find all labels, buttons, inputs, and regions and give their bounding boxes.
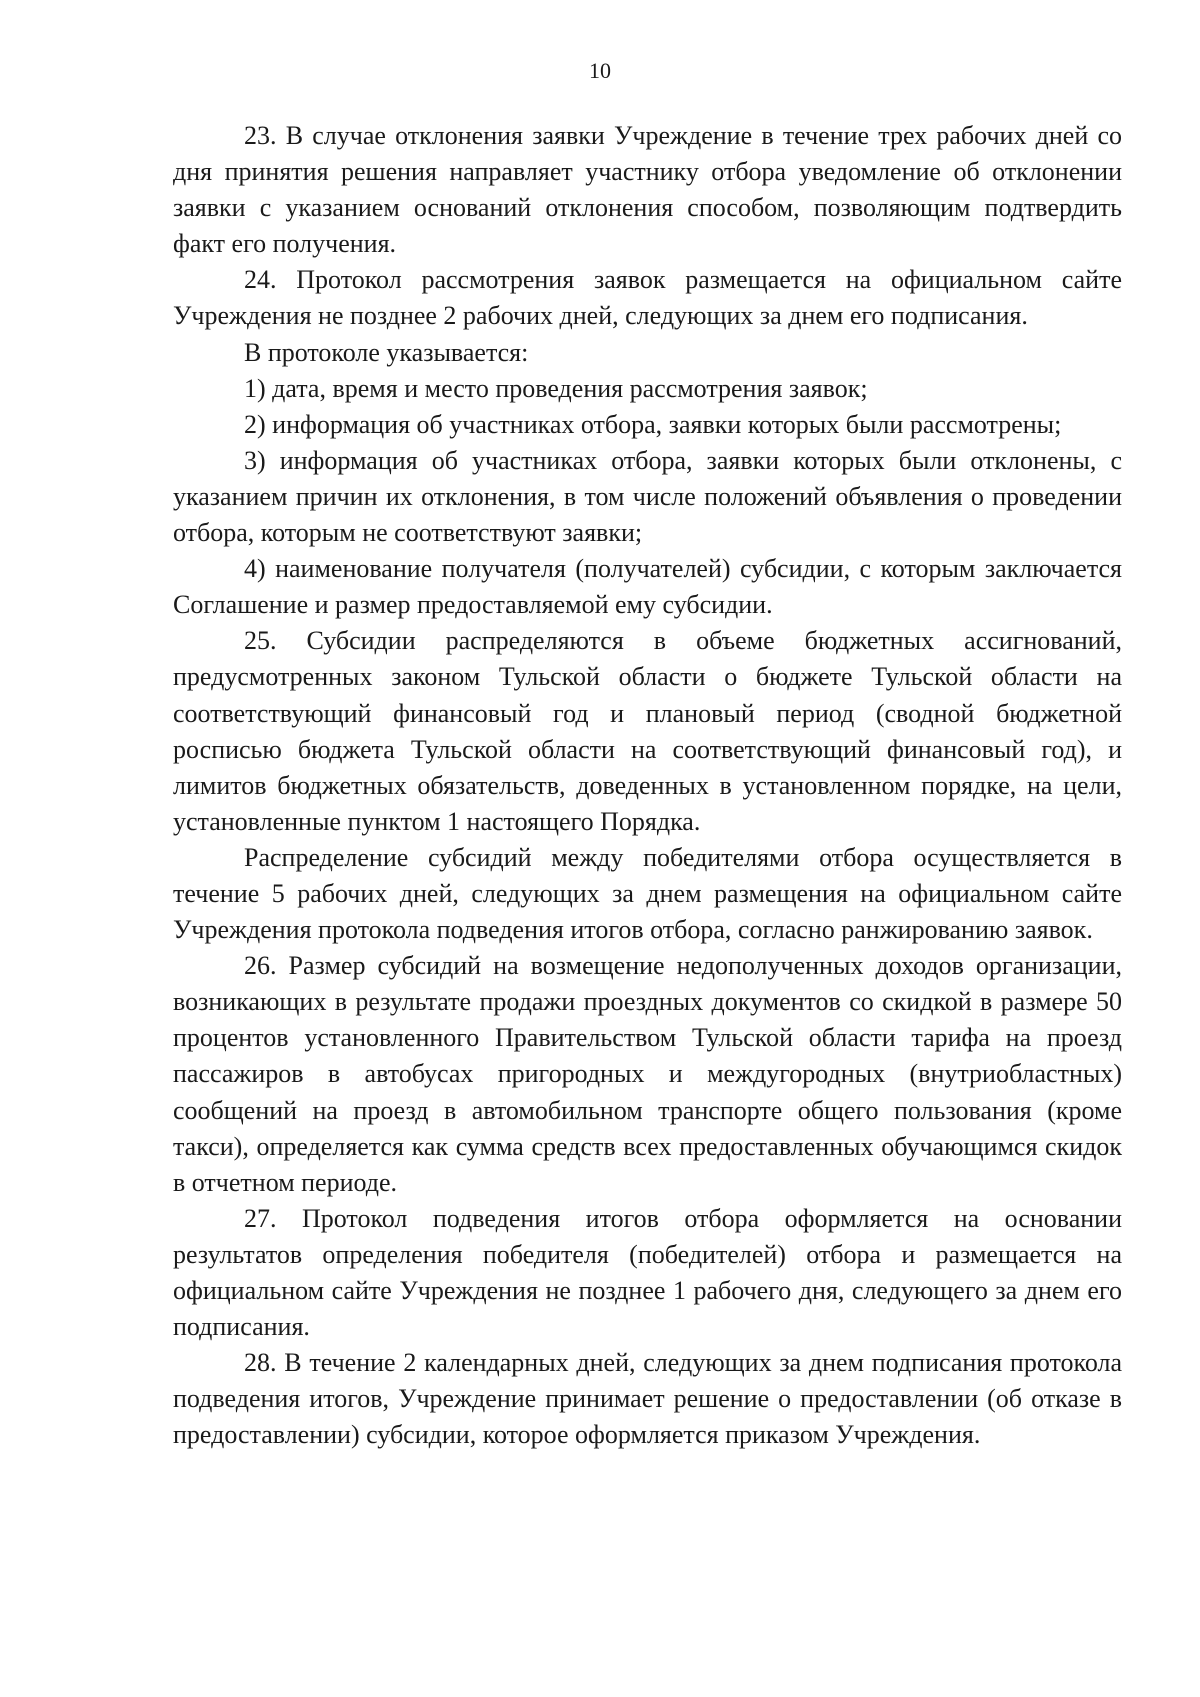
page-number: 10 (589, 58, 611, 83)
list-item-1: 1) дата, время и место проведения рассмотрения заявок; (244, 373, 868, 403)
paragraph-protocol-contents-intro: В протоколе указывается: (244, 337, 529, 367)
list-item-4: 4) наименование получателя (получателей) субсидии, с которым заключается Соглашение и размер предоставляемой ему субсидии. (173, 554, 1122, 620)
paragraph-item-26: 26. Размер субсидий на возмещение недополученных доходов организации, возникающих в результате продажи проездных документов со скидкой в размере 50 процентов установленного Правительством Тульской области тарифа на проезд пассажиров в автобусах пригородных и междугородных (внутриобластных) сообщений на проезд в автомобильном транспорте общего пользования (кроме такси), определяется как сумма средств всех предоставленных обучающимся скидок в отчетном периоде. (173, 951, 1122, 1197)
paragraph-item-28: 28. В течение 2 календарных дней, следующих за днем подписания протокола подведения итогов, Учреждение принимает решение о предоставлении (об отказе в предоставлении) субсидии, которое оформляется приказом Учреждения. (173, 1348, 1122, 1450)
paragraph-item-25: 25. Субсидии распределяются в объеме бюджетных ассигнований, предусмотренных законом Тульской области о бюджете Тульской области на соответствующий финансовый год и плановый период (сводной бюджетной росписью бюджета Тульской области на соответствующий финансовый год), и лимитов бюджетных обязательств, доведенных в установленном порядке, на цели, установленные пунктом 1 настоящего Порядка. (173, 626, 1122, 836)
paragraph-item-24: 24. Протокол рассмотрения заявок размещается на официальном сайте Учреждения не позднее 2 рабочих дней, следующих за днем его подписания. (173, 265, 1122, 331)
paragraph-item-23: 23. В случае отклонения заявки Учреждение в течение трех рабочих дней со дня принятия решения направляет участнику отбора уведомление об отклонении заявки с указанием оснований отклонения способом, позволяющим подтвердить факт его получения. (173, 121, 1122, 259)
paragraph-subsidy-distribution: Распределение субсидий между победителями отбора осуществляется в течение 5 рабочих дней, следующих за днем размещения на официальном сайте Учреждения протокола подведения итогов отбора, согласно ранжированию заявок. (173, 842, 1122, 945)
paragraph-item-27: 27. Протокол подведения итогов отбора оформляется на основании результатов определения победителя (победителей) отбора и размещается на официальном сайте Учреждения не позднее 1 рабочего дня, следующего за днем его подписания. (173, 1203, 1122, 1342)
document-body (173, 118, 1122, 1453)
list-item-3: 3) информация об участниках отбора, заявки которых были отклонены, с указанием причин их отклонения, в том числе положений объявления о проведении отбора, которым не соответствуют заявки; (173, 445, 1122, 548)
list-item-2: 2) информация об участниках отбора, заявки которых были рассмотрены; (244, 409, 1062, 439)
